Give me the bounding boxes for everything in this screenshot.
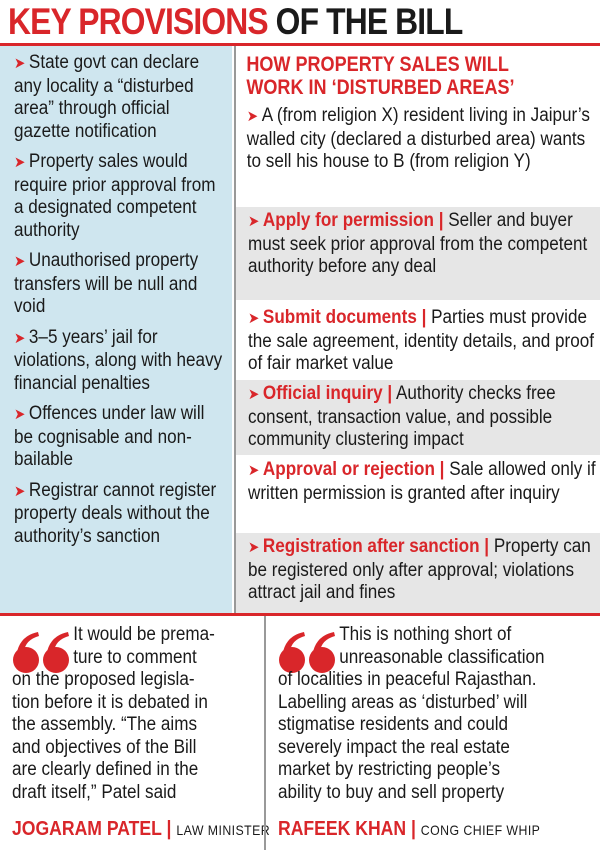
title-black-part: OF THE BILL: [275, 1, 463, 42]
speaker-role: LAW MINISTER: [176, 822, 271, 838]
process-step: [236, 207, 600, 300]
provisions-panel: [0, 46, 232, 613]
arrow-icon: ➤: [248, 539, 260, 556]
arrow-icon: ➤: [248, 213, 260, 230]
step-text: Authority checks free consent, transaction value, and possible community clustering impact: [248, 383, 556, 450]
quote-text: [278, 624, 589, 804]
quote-line: the assembly. “The aims: [12, 714, 198, 735]
step-text: Property can be registered only after approval; violations attract jail and fines: [248, 536, 591, 603]
process-heading: [236, 46, 597, 99]
quote-line: unreasonable classification: [339, 646, 545, 668]
attribution-khan: [278, 818, 540, 841]
provision-text: Registrar cannot register property deals without the authority’s sanction: [14, 479, 217, 547]
arrow-icon: ➤: [248, 386, 260, 403]
step-label: Apply for permission |: [262, 210, 444, 231]
arrow-icon: ➤: [14, 55, 26, 72]
process-intro-text: A (from religion X) resident living in Jaipur’s walled city (declared a disturbed area) wants to sell his house to B (from religion Y): [246, 105, 590, 172]
page-title: [8, 2, 462, 42]
quote-line: ture to comment: [73, 646, 197, 668]
speaker-name: JOGARAM PATEL |: [12, 818, 172, 840]
process-panel: [234, 46, 600, 613]
speaker-name: RAFEEK KHAN |: [278, 818, 416, 840]
provision-item: [14, 403, 223, 472]
process-heading-line2: WORK IN ‘DISTURBED AREAS’: [246, 76, 515, 99]
step-text: Sale allowed only if written permission is granted after inquiry: [248, 459, 596, 504]
provision-item: [14, 52, 223, 143]
arrow-icon: ➤: [14, 253, 26, 270]
title-red-part: KEY PROVISIONS: [8, 1, 268, 42]
quote-line: and objectives of the Bill: [12, 736, 197, 758]
quote-text: [12, 624, 260, 804]
provision-text: 3–5 years’ jail for violations, along with heavy financial penalties: [14, 326, 223, 394]
quote-line: This is nothing short of: [339, 624, 512, 645]
process-step: [236, 533, 600, 613]
provision-item: [14, 480, 223, 549]
quote-line: of localities in peaceful Rajasthan.: [278, 669, 537, 690]
provision-text: State govt can declare any locality a “disturbed area” through official gazette notification: [14, 52, 200, 142]
process-step: [236, 456, 600, 531]
step-label: Registration after sanction |: [262, 536, 490, 557]
arrow-icon: ➤: [248, 462, 260, 479]
arrow-icon: ➤: [14, 482, 26, 500]
provision-item: [14, 327, 223, 396]
step-text: Seller and buyer must seek prior approval from the competent authority before any deal: [248, 210, 588, 277]
quote-line: draft itself,” Patel said: [12, 781, 177, 803]
process-heading-line1: HOW PROPERTY SALES WILL: [246, 53, 509, 76]
provision-text: Property sales would require prior approval from a designated competent authority: [14, 151, 216, 241]
provisions-list: [0, 46, 232, 548]
step-text: Parties must provide the sale agreement, identity details, and proof of fair market value: [248, 307, 595, 374]
quote-line: severely impact the real estate: [278, 736, 510, 758]
quote-line: It would be prema-: [73, 624, 215, 645]
attribution-patel: [12, 818, 270, 841]
arrow-icon: ➤: [246, 108, 259, 125]
speaker-role: CONG CHIEF WHIP: [420, 822, 541, 838]
quote-line: on the proposed legisla-: [12, 669, 195, 690]
quote-khan: [264, 616, 600, 850]
provision-item: [14, 151, 223, 242]
process-step: [236, 380, 600, 455]
quote-line: ability to buy and sell property: [278, 781, 505, 803]
quote-line: tion before it is debated in: [12, 691, 208, 713]
arrow-icon: ➤: [14, 406, 26, 423]
provision-text: Unauthorised property transfers will be null and void: [14, 250, 199, 317]
step-label: Official inquiry |: [262, 383, 393, 404]
arrow-icon: ➤: [248, 310, 260, 327]
quote-line: market by restricting people’s: [278, 759, 501, 780]
step-label: Approval or rejection |: [262, 459, 445, 480]
process-intro: [236, 99, 596, 174]
quote-line: Labelling areas as ‘disturbed’ will: [278, 691, 528, 713]
quote-line: stigmatise residents and could: [278, 714, 509, 735]
provision-item: [14, 250, 223, 319]
quote-line: are clearly defined in the: [12, 759, 199, 780]
quote-patel: [0, 616, 262, 850]
arrow-icon: ➤: [14, 329, 26, 347]
provision-text: Offences under law will be cognisable and non-bailable: [14, 403, 205, 470]
process-step: [236, 304, 600, 379]
step-label: Submit documents |: [262, 307, 427, 328]
arrow-icon: ➤: [14, 154, 26, 171]
